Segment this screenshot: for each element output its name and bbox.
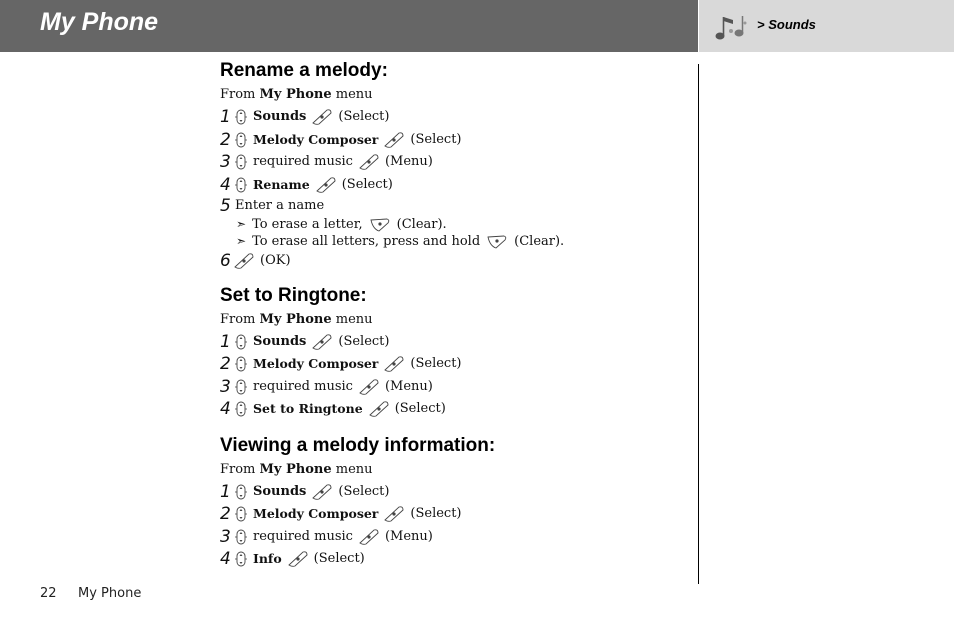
softkey-icon bbox=[287, 550, 309, 568]
arrow-icon: ➣ bbox=[236, 234, 247, 248]
page-title: My Phone bbox=[40, 8, 159, 36]
sub-note-text: To erase a letter, bbox=[252, 217, 363, 232]
step-label: Rename bbox=[253, 176, 310, 192]
step-number: 2 bbox=[220, 354, 231, 374]
step-item bbox=[220, 106, 690, 129]
section-title: Rename a melody: bbox=[220, 60, 388, 81]
step-label: Sounds bbox=[253, 333, 307, 349]
softkey-icon bbox=[311, 108, 333, 126]
step-label: Melody Composer bbox=[253, 131, 379, 147]
softkey-icon bbox=[358, 378, 380, 396]
step-item bbox=[220, 503, 690, 526]
sub-note bbox=[220, 216, 690, 233]
clear-key-icon bbox=[486, 234, 508, 250]
step-item bbox=[220, 481, 690, 504]
from-line bbox=[220, 459, 690, 481]
from-prefix: From bbox=[220, 87, 256, 102]
softkey-icon bbox=[383, 131, 405, 149]
navigation-key-icon bbox=[234, 132, 248, 148]
step-action: (Select) bbox=[410, 131, 462, 147]
navigation-key-icon bbox=[234, 109, 248, 125]
step-label: Set to Ringtone bbox=[253, 401, 363, 416]
step-label: Sounds bbox=[253, 483, 307, 499]
from-prefix: From bbox=[220, 461, 256, 477]
step-label: required music bbox=[253, 528, 353, 544]
softkey-icon bbox=[368, 400, 390, 418]
vertical-divider bbox=[698, 64, 699, 584]
step-action: (Select) bbox=[338, 483, 390, 499]
navigation-key-icon bbox=[234, 484, 248, 500]
clear-key-icon bbox=[369, 217, 391, 233]
footer-title: My Phone bbox=[78, 586, 142, 601]
step-number: 5 bbox=[220, 196, 231, 216]
step-action: (Select) bbox=[394, 401, 446, 416]
section-rename-melody bbox=[220, 58, 690, 273]
arrow-icon: ➣ bbox=[236, 217, 247, 231]
from-suffix: menu bbox=[335, 311, 373, 327]
step-action: (Menu) bbox=[384, 154, 433, 169]
from-suffix: menu bbox=[335, 461, 373, 477]
softkey-icon bbox=[311, 483, 333, 501]
main-content bbox=[220, 58, 690, 571]
step-number: 4 bbox=[220, 549, 231, 569]
step-action: (Select) bbox=[313, 551, 365, 566]
step-number: 2 bbox=[220, 129, 231, 150]
sub-note-action: (Clear). bbox=[514, 234, 565, 249]
navigation-key-icon bbox=[234, 334, 248, 350]
step-number: 6 bbox=[220, 251, 231, 271]
step-item bbox=[220, 548, 690, 571]
navigation-key-icon bbox=[234, 529, 248, 545]
from-line bbox=[220, 309, 690, 331]
music-notes-icon bbox=[713, 11, 749, 43]
softkey-icon bbox=[311, 333, 333, 351]
from-menu: My Phone bbox=[259, 311, 332, 327]
section-set-to-ringtone bbox=[220, 283, 690, 421]
from-line bbox=[220, 84, 690, 106]
step-action: (OK) bbox=[260, 253, 291, 268]
step-item bbox=[220, 526, 690, 549]
step-action: (Menu) bbox=[384, 528, 433, 544]
step-number: 3 bbox=[220, 152, 231, 172]
from-suffix: menu bbox=[335, 87, 373, 102]
step-action: (Select) bbox=[338, 333, 390, 349]
softkey-icon bbox=[358, 153, 380, 171]
step-number: 3 bbox=[220, 526, 231, 547]
header-bar bbox=[0, 0, 698, 52]
step-item bbox=[220, 250, 690, 273]
navigation-key-icon bbox=[234, 379, 248, 395]
softkey-icon bbox=[358, 528, 380, 546]
step-item bbox=[220, 331, 690, 354]
page-number: 22 bbox=[40, 586, 57, 601]
softkey-icon bbox=[233, 252, 255, 270]
step-action: (Select) bbox=[341, 176, 393, 192]
step-item bbox=[220, 398, 690, 421]
navigation-key-icon bbox=[234, 154, 248, 170]
sub-note-text: To erase all letters, press and hold bbox=[252, 234, 481, 249]
section-viewing-melody-info bbox=[220, 433, 690, 571]
step-number: 1 bbox=[220, 107, 231, 127]
step-item bbox=[220, 196, 690, 216]
step-item bbox=[220, 174, 690, 197]
step-action: (Select) bbox=[410, 356, 462, 371]
softkey-icon bbox=[383, 505, 405, 523]
from-prefix: From bbox=[220, 311, 256, 327]
section-title: Set to Ringtone: bbox=[220, 284, 367, 306]
step-number: 4 bbox=[220, 174, 231, 195]
navigation-key-icon bbox=[234, 177, 248, 193]
step-action: (Select) bbox=[410, 506, 462, 521]
step-label: required music bbox=[253, 154, 353, 169]
step-label: Info bbox=[253, 551, 282, 566]
from-menu: My Phone bbox=[259, 87, 332, 102]
softkey-icon bbox=[315, 176, 337, 194]
from-menu: My Phone bbox=[259, 461, 332, 477]
step-number: 4 bbox=[220, 399, 231, 419]
step-label: Enter a name bbox=[235, 198, 325, 213]
step-label: Sounds bbox=[253, 109, 307, 124]
step-label: required music bbox=[253, 378, 353, 394]
navigation-key-icon bbox=[234, 356, 248, 372]
step-item bbox=[220, 151, 690, 174]
step-item bbox=[220, 353, 690, 376]
step-action: (Menu) bbox=[384, 378, 433, 394]
navigation-key-icon bbox=[234, 401, 248, 417]
breadcrumb-bar bbox=[699, 0, 954, 52]
section-title: Viewing a melody information: bbox=[220, 434, 496, 456]
step-item bbox=[220, 129, 690, 152]
step-number: 1 bbox=[220, 331, 231, 352]
step-number: 2 bbox=[220, 504, 231, 524]
step-number: 3 bbox=[220, 376, 231, 397]
navigation-key-icon bbox=[234, 551, 248, 567]
sub-note bbox=[220, 233, 690, 250]
step-item bbox=[220, 376, 690, 399]
step-label: Melody Composer bbox=[253, 356, 379, 371]
step-action: (Select) bbox=[338, 109, 390, 124]
navigation-key-icon bbox=[234, 506, 248, 522]
step-number: 1 bbox=[220, 481, 231, 502]
softkey-icon bbox=[383, 355, 405, 373]
step-label: Melody Composer bbox=[253, 506, 379, 521]
breadcrumb: > Sounds bbox=[757, 17, 816, 32]
sub-note-action: (Clear). bbox=[396, 217, 447, 232]
